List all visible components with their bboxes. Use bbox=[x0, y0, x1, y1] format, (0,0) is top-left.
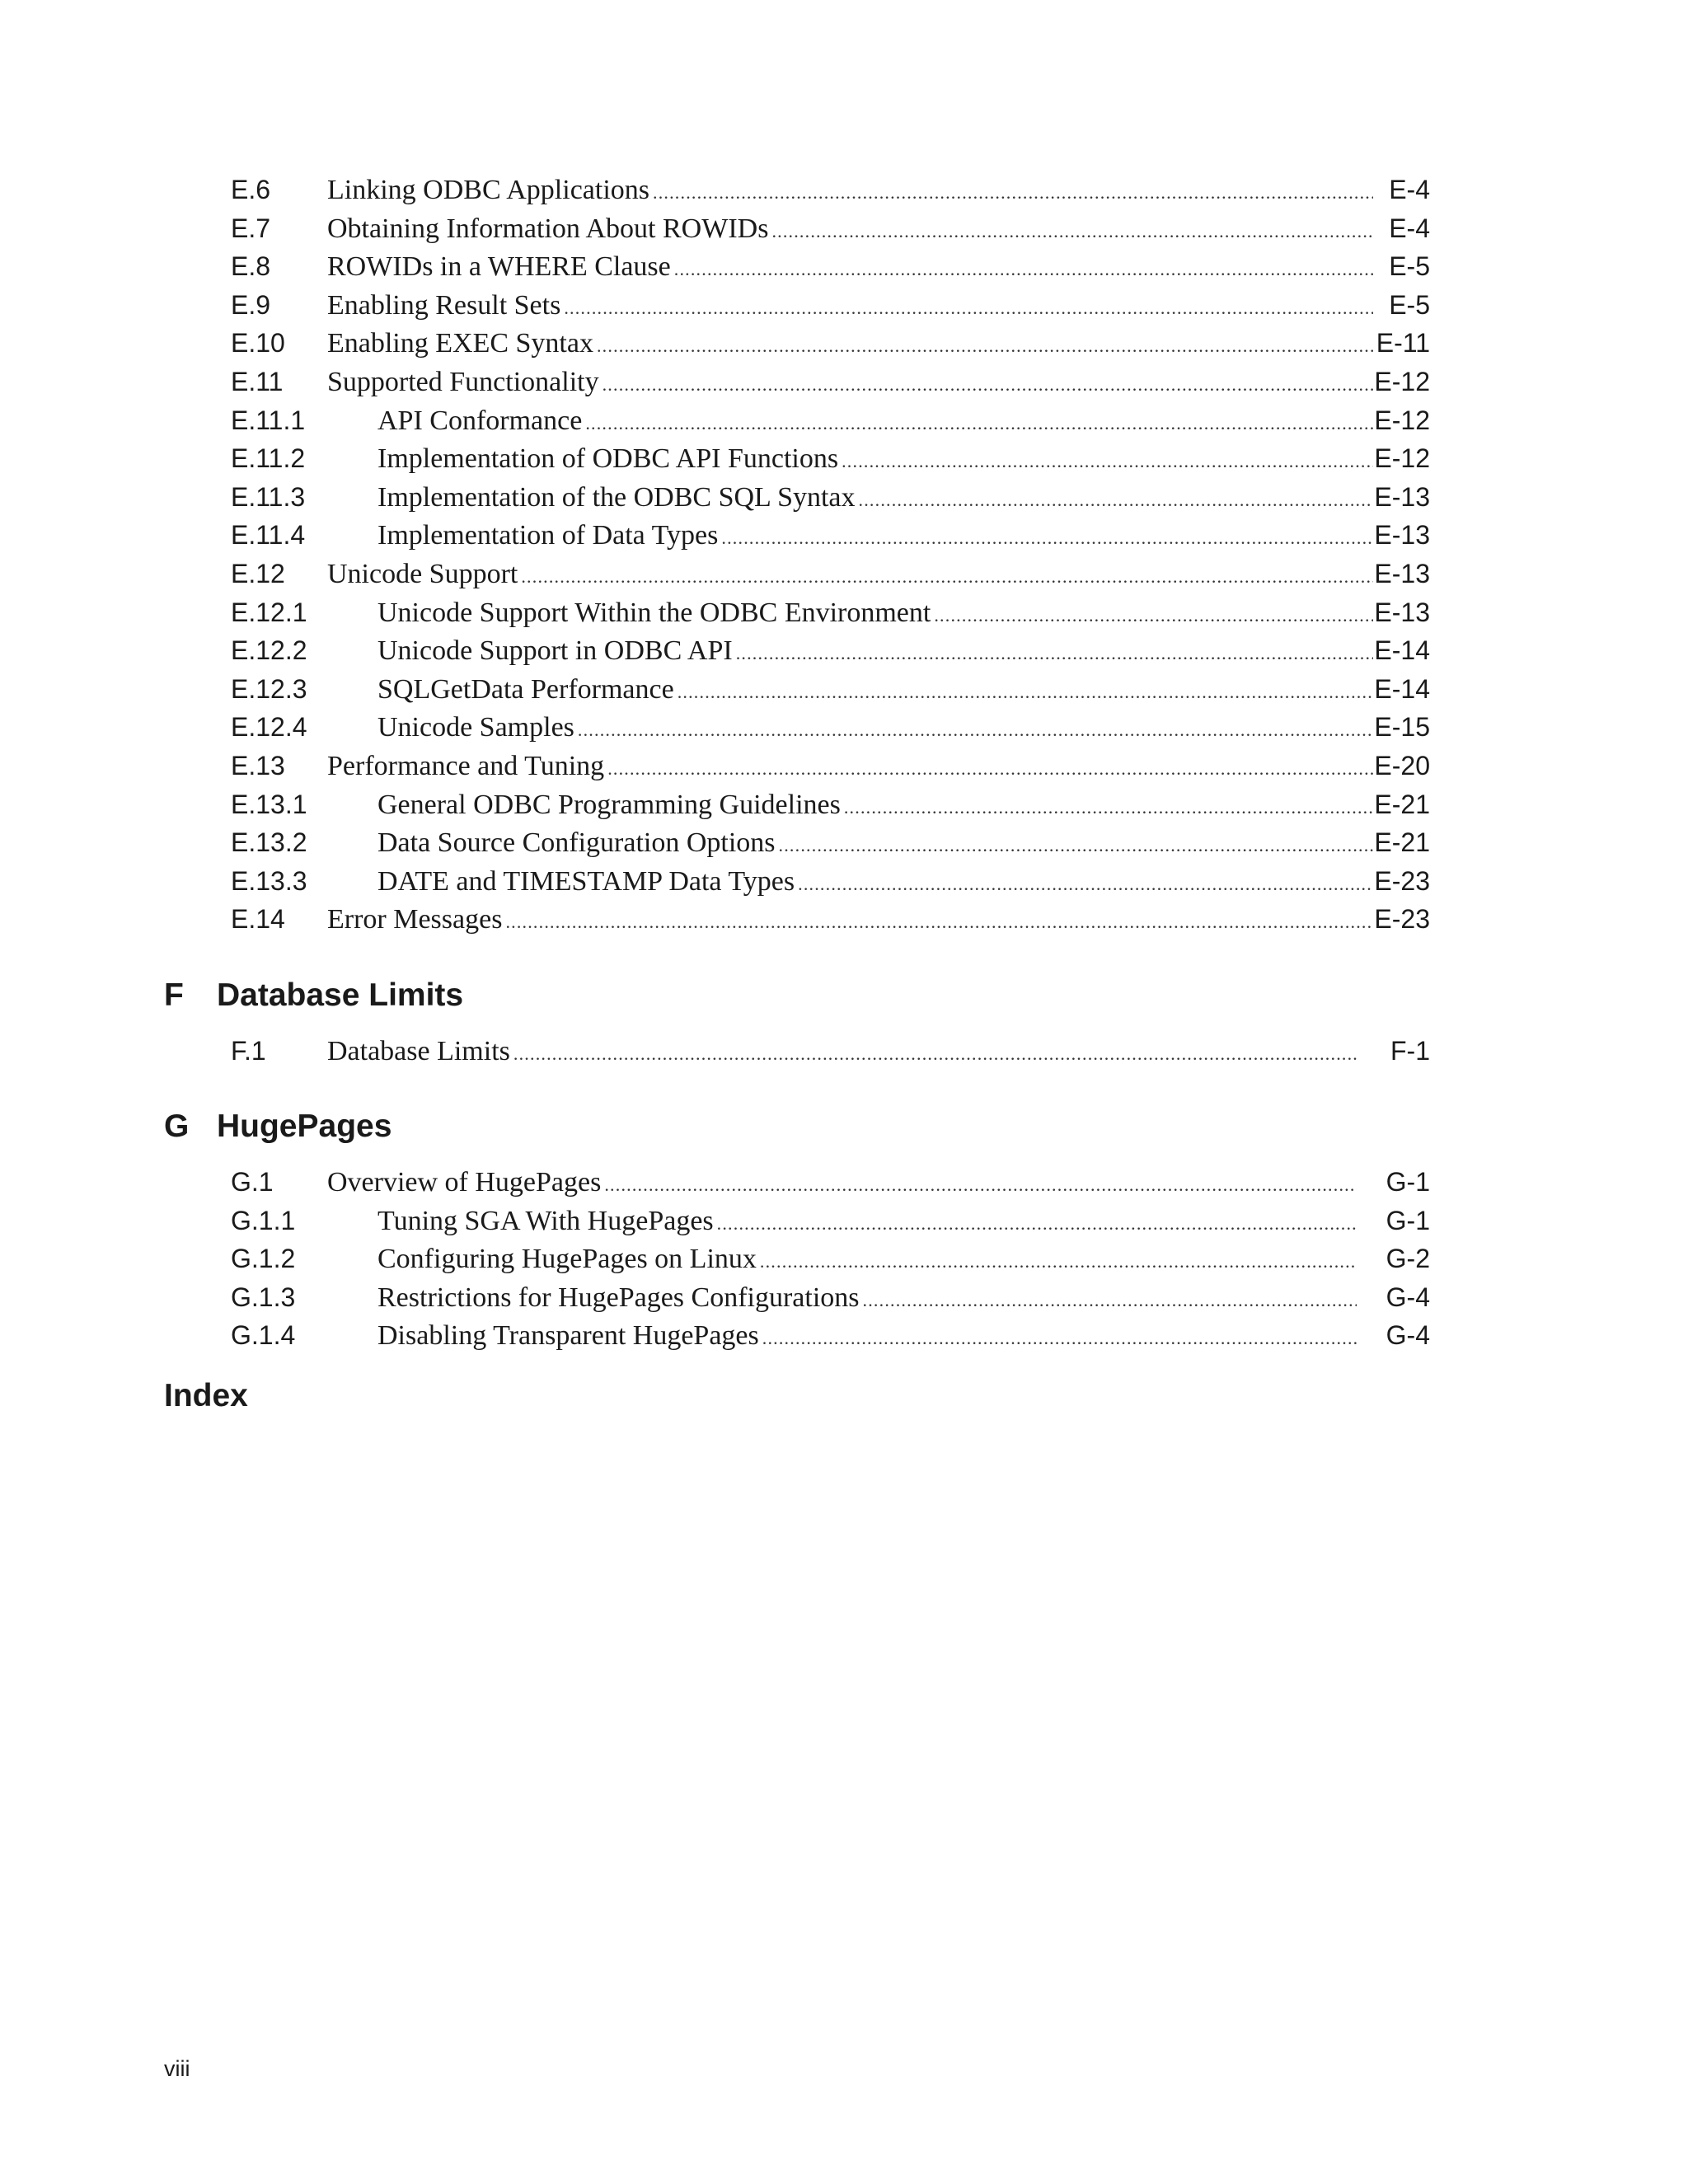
toc-entry-number: E.9 bbox=[231, 289, 271, 320]
toc-entry-title-line bbox=[327, 555, 1373, 593]
toc-entry-title: Data Source Configuration Options bbox=[377, 827, 776, 859]
toc-entry-title: Configuring HugePages on Linux bbox=[377, 1244, 757, 1275]
toc-entry-title: General ODBC Programming Guidelines bbox=[377, 789, 841, 820]
toc-entry-number: G.1.4 bbox=[231, 1320, 296, 1351]
toc-entry-title: Unicode Support bbox=[327, 559, 518, 589]
toc-entry[interactable] bbox=[0, 363, 1688, 401]
toc-entry-title-line bbox=[377, 516, 1373, 555]
toc-entry-title: Unicode Support in ODBC API bbox=[377, 635, 733, 667]
toc-entry[interactable] bbox=[0, 862, 1688, 901]
toc-entry-title: Enabling Result Sets bbox=[327, 289, 561, 321]
toc-entry-page: G-2 bbox=[1386, 1244, 1430, 1274]
toc-entry-title: Supported Functionality bbox=[327, 367, 599, 397]
dot-leader bbox=[798, 865, 1373, 901]
toc-entry-number: E.11 bbox=[231, 367, 284, 396]
toc-entry-title: Performance and Tuning bbox=[327, 751, 605, 781]
toc-entry[interactable] bbox=[0, 286, 1688, 325]
toc-entry-number: E.10 bbox=[231, 328, 285, 359]
toc-entry[interactable] bbox=[0, 631, 1688, 670]
toc-entry[interactable] bbox=[0, 439, 1688, 478]
toc-entry[interactable] bbox=[0, 516, 1688, 555]
toc-entry-title: Restrictions for HugePages Configurations bbox=[377, 1282, 860, 1313]
toc-entry-page: E-23 bbox=[1374, 904, 1430, 935]
toc-entry-page: F-1 bbox=[1390, 1036, 1430, 1066]
toc-entry-number: G.1.1 bbox=[231, 1205, 296, 1235]
dot-leader bbox=[771, 212, 1373, 248]
dot-leader bbox=[779, 826, 1373, 862]
toc-entry[interactable] bbox=[0, 823, 1688, 862]
toc-entry-page: E-13 bbox=[1374, 559, 1430, 588]
toc-entry-title-line bbox=[377, 823, 1373, 862]
toc-entry-title: Error Messages bbox=[327, 904, 503, 935]
toc-entry-page: G-1 bbox=[1386, 1205, 1430, 1235]
toc-entry-title-line bbox=[377, 1316, 1357, 1355]
toc-entry[interactable] bbox=[0, 1202, 1688, 1240]
dot-leader bbox=[564, 288, 1373, 325]
dot-leader bbox=[678, 673, 1373, 709]
toc-entry-number: E.12.4 bbox=[231, 712, 307, 743]
dot-leader bbox=[842, 442, 1373, 478]
toc-entry[interactable] bbox=[0, 478, 1688, 517]
toc-entry-title-line bbox=[377, 1240, 1357, 1278]
toc-entry[interactable] bbox=[0, 1316, 1688, 1355]
toc-entry-title: Obtaining Information About ROWIDs bbox=[327, 213, 769, 244]
toc-entry-page: E-13 bbox=[1374, 481, 1430, 512]
toc-entry-number: E.7 bbox=[231, 213, 271, 243]
toc-entry-page: E-12 bbox=[1374, 443, 1430, 474]
toc-entry-title: DATE and TIMESTAMP Data Types bbox=[377, 865, 795, 897]
dot-leader bbox=[513, 1034, 1357, 1071]
toc-entry-title: Implementation of Data Types bbox=[377, 520, 719, 551]
toc-entry-number: F.1 bbox=[231, 1036, 266, 1066]
toc-entry-page: E-11 bbox=[1376, 328, 1430, 359]
toc-entry-page: E-12 bbox=[1374, 367, 1430, 396]
toc-entry-number: E.12.2 bbox=[231, 635, 307, 666]
toc-entry-title: Enabling EXEC Syntax bbox=[327, 328, 593, 359]
toc-entry-title: Implementation of the ODBC SQL Syntax bbox=[377, 481, 856, 513]
dot-leader bbox=[762, 1319, 1357, 1355]
dot-leader bbox=[603, 365, 1373, 401]
appendix-g-heading[interactable] bbox=[164, 1106, 392, 1147]
toc-entry[interactable] bbox=[0, 247, 1688, 286]
toc-entry-number: E.12 bbox=[231, 559, 285, 588]
toc-entry-page: E-20 bbox=[1374, 751, 1430, 780]
toc-entry-number: E.13.2 bbox=[231, 827, 307, 858]
toc-entry-title-line bbox=[377, 785, 1373, 824]
appendix-letter: F bbox=[164, 977, 184, 1013]
dot-leader bbox=[859, 480, 1373, 517]
toc-entry[interactable] bbox=[0, 593, 1688, 632]
toc-entry[interactable] bbox=[0, 785, 1688, 824]
toc-entry-title-line bbox=[377, 1202, 1357, 1240]
toc-entry[interactable] bbox=[0, 401, 1688, 440]
toc-entry[interactable] bbox=[0, 900, 1688, 939]
dot-leader bbox=[578, 710, 1373, 747]
toc-entry-number: G.1.2 bbox=[231, 1244, 296, 1274]
dot-leader bbox=[844, 788, 1373, 824]
toc-entry-number: G.1 bbox=[231, 1167, 274, 1197]
toc-entry-number: G.1.3 bbox=[231, 1282, 296, 1312]
dot-leader bbox=[521, 557, 1373, 593]
toc-entry-number: E.14 bbox=[231, 904, 285, 935]
toc-entry-title: ROWIDs in a WHERE Clause bbox=[327, 251, 671, 283]
toc-entry-title: Unicode Support Within the ODBC Environment bbox=[377, 597, 931, 628]
toc-entry[interactable] bbox=[0, 209, 1688, 248]
toc-entry-page: E-5 bbox=[1389, 251, 1430, 282]
toc-entry-number: E.13 bbox=[231, 751, 285, 780]
toc-entry-title: Linking ODBC Applications bbox=[327, 175, 649, 205]
toc-entry-number: E.11.2 bbox=[231, 443, 306, 474]
toc-entry-title: Tuning SGA With HugePages bbox=[377, 1205, 714, 1236]
toc-entry-page: E-4 bbox=[1389, 175, 1430, 204]
toc-entry-page: E-4 bbox=[1389, 213, 1430, 243]
dot-leader bbox=[597, 326, 1373, 363]
toc-entry-number: E.11.3 bbox=[231, 481, 306, 512]
toc-entry[interactable] bbox=[0, 670, 1688, 709]
toc-entry-title-line bbox=[327, 209, 1373, 248]
toc-entry-title: API Conformance bbox=[377, 405, 583, 436]
page-folio: viii bbox=[164, 2056, 190, 2081]
dot-leader bbox=[674, 250, 1373, 286]
toc-entry-number: E.8 bbox=[231, 251, 271, 282]
toc-entry-number: E.13.1 bbox=[231, 789, 307, 819]
index-heading[interactable] bbox=[164, 1376, 248, 1417]
toc-entry-page: E-21 bbox=[1374, 789, 1430, 819]
dot-leader bbox=[585, 404, 1373, 440]
toc-entry-page: E-23 bbox=[1374, 865, 1430, 896]
dot-leader bbox=[934, 596, 1373, 632]
toc-entry-title-line bbox=[377, 593, 1373, 632]
toc-entry-number: E.12.3 bbox=[231, 673, 307, 704]
toc-entry-title: Disabling Transparent HugePages bbox=[377, 1320, 759, 1352]
toc-entry-number: E.6 bbox=[231, 175, 271, 204]
toc-entry[interactable] bbox=[0, 324, 1688, 363]
toc-entry[interactable] bbox=[0, 1163, 1688, 1202]
toc-entry-title-line bbox=[327, 324, 1373, 363]
toc-entry-title-line bbox=[327, 1032, 1357, 1071]
toc-entry-page: E-14 bbox=[1374, 673, 1430, 704]
toc-entry-page: E-14 bbox=[1374, 635, 1430, 666]
toc-entry-page: E-13 bbox=[1374, 597, 1430, 627]
toc-entry-title: SQLGetData Performance bbox=[377, 673, 674, 705]
toc-entry-page: G-4 bbox=[1386, 1320, 1430, 1351]
toc-entry-title-line bbox=[377, 439, 1373, 478]
dot-leader bbox=[607, 749, 1373, 785]
toc-entry-title-line bbox=[377, 862, 1373, 901]
toc-entry-title-line bbox=[327, 171, 1373, 209]
toc-entry-title-line bbox=[377, 1278, 1357, 1317]
toc-entry-page: G-1 bbox=[1386, 1167, 1430, 1197]
toc-entry-title-line bbox=[327, 1163, 1357, 1202]
dot-leader bbox=[653, 173, 1373, 209]
appendix-title: Database Limits bbox=[217, 977, 464, 1013]
toc-entry-title-line bbox=[327, 747, 1373, 785]
toc-entry[interactable] bbox=[0, 1032, 1688, 1071]
toc-entry-title-line bbox=[327, 247, 1373, 286]
toc-entry-number: E.11.1 bbox=[231, 405, 306, 435]
toc-entry-number: E.11.4 bbox=[231, 520, 306, 551]
toc-entry-title: Database Limits bbox=[327, 1036, 510, 1066]
toc-entry-title-line bbox=[377, 401, 1373, 440]
toc-entry-title-line bbox=[327, 900, 1373, 939]
dot-leader bbox=[721, 518, 1373, 555]
toc-entry-number: E.13.3 bbox=[231, 865, 307, 896]
toc-entry-page: E-12 bbox=[1374, 405, 1430, 435]
appendix-letter: G bbox=[164, 1108, 190, 1144]
toc-entry[interactable] bbox=[0, 171, 1688, 209]
toc-entry-title-line bbox=[377, 631, 1373, 670]
dot-leader bbox=[604, 1165, 1357, 1202]
index-title: Index bbox=[164, 1378, 248, 1413]
toc-entry[interactable] bbox=[0, 1278, 1688, 1317]
toc-entry-page: E-13 bbox=[1374, 520, 1430, 551]
toc-entry-title: Overview of HugePages bbox=[327, 1167, 602, 1197]
toc-entry-title: Implementation of ODBC API Functions bbox=[377, 443, 839, 475]
toc-entry-page: E-21 bbox=[1374, 827, 1430, 858]
appendix-title: HugePages bbox=[217, 1108, 392, 1144]
toc-entry-title-line bbox=[377, 478, 1373, 517]
toc-entry-title-line bbox=[377, 670, 1373, 709]
toc-entry-title: Unicode Samples bbox=[377, 712, 574, 743]
appendix-f-heading[interactable] bbox=[164, 975, 463, 1016]
dot-leader bbox=[717, 1204, 1357, 1240]
toc-entry-page: E-15 bbox=[1374, 712, 1430, 743]
dot-leader bbox=[760, 1242, 1357, 1278]
dot-leader bbox=[736, 634, 1373, 670]
toc-entry-page: G-4 bbox=[1386, 1282, 1430, 1312]
toc-entry[interactable] bbox=[0, 708, 1688, 747]
toc-entry-page: E-5 bbox=[1389, 289, 1430, 320]
toc-entry[interactable] bbox=[0, 1240, 1688, 1278]
dot-leader bbox=[863, 1281, 1357, 1317]
toc-entry-title-line bbox=[377, 708, 1373, 747]
toc-entry-title-line bbox=[327, 363, 1373, 401]
dot-leader bbox=[505, 902, 1373, 939]
toc-entry-number: E.12.1 bbox=[231, 597, 307, 627]
toc-entry[interactable] bbox=[0, 555, 1688, 593]
toc-entry[interactable] bbox=[0, 747, 1688, 785]
toc-entry-title-line bbox=[327, 286, 1373, 325]
